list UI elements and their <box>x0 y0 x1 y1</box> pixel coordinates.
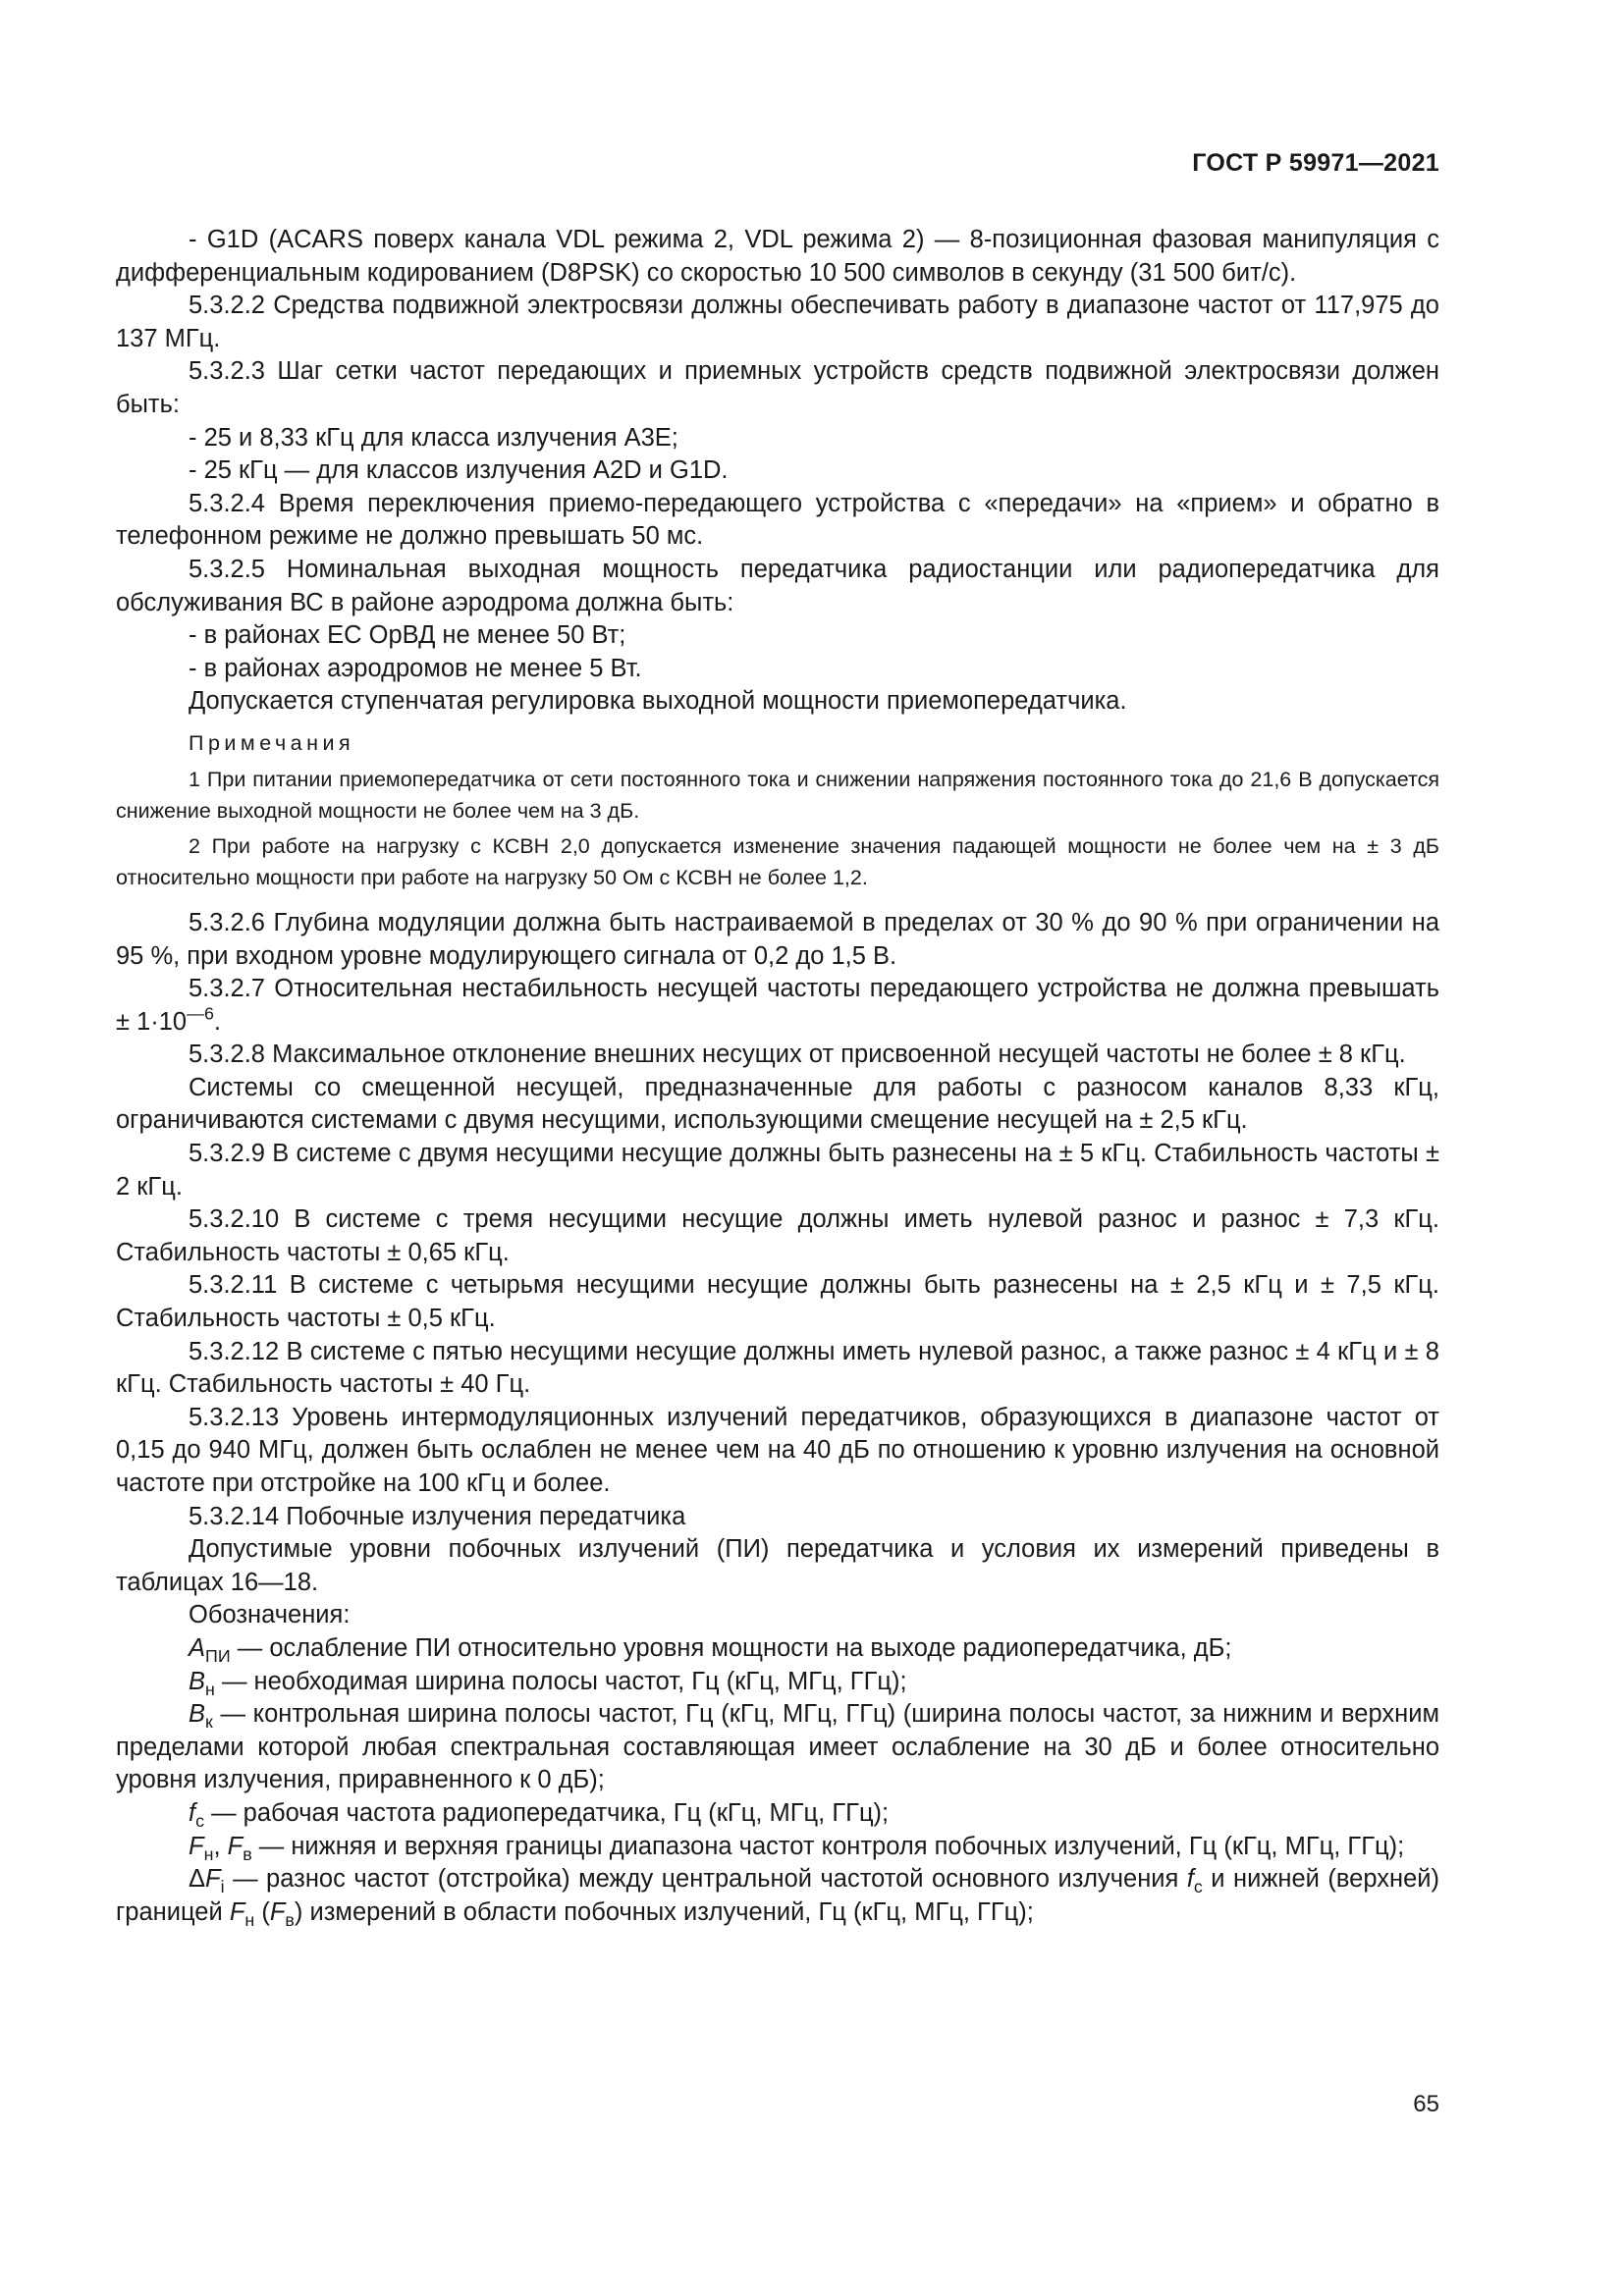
symbol: f <box>189 1798 196 1827</box>
paragraph: Допускается ступенчатая регулировка выходной мощности приемопередатчика. <box>189 687 1127 716</box>
paragraph: 5.3.2.8 Максимальное отклонение внешних несущих от присвоенной несущей частоты не более ± 8 кГц. <box>189 1041 1406 1069</box>
paragraph: 5.3.2.2 Средства подвижной электросвязи должны обеспечивать работу в диапазоне частот от 117,975 до 137 МГц. <box>116 292 1439 352</box>
symbol-definition: $B_н$ — необходимая ширина полосы частот, Гц (кГц, МГц, ГГц); <box>189 1667 907 1699</box>
note-item: 2 При работе на нагрузку с КСВН 2,0 допускается изменение значения падающей мощности не более чем на ± 3 дБ относительно мощности при работе на нагрузку 50 Ом с КСВН не более 1,2. <box>116 833 1439 889</box>
paragraph: 5.3.2.3 Шаг сетки частот передающих и приемных устройств средств подвижной электросвязи должен быть: <box>116 357 1439 418</box>
paragraph: 5.3.2.6 Глубина модуляции должна быть настраиваемой в пределах от 30 % до 90 % при ограничении на 95 %, при входном уровне модулирующего сигнала от 0,2 до 1,5 В. <box>116 908 1439 970</box>
paragraph: 5.3.2.5 Номинальная выходная мощность передатчика радиостанции или радиопередатчика для обслуживания ВС в районе аэродрома должна быть: <box>116 555 1439 616</box>
notes-title: Примечания <box>189 730 355 755</box>
paragraph: Допустимые уровни побочных излучений (ПИ) передатчика и условия их измерений приведены в таблицах 16—18. <box>116 1535 1439 1596</box>
page-number: 65 <box>1413 2091 1439 2117</box>
symbol-definition: $\Delta F_i$ — разнос частот (отстройка) между центральной частотой основного излучения $f_c$ и нижней (верхней) границей $F_н$ $(F_в)$ измерений в области побочных излучений, Гц (кГц, МГц, ГГц); <box>116 1865 1439 1930</box>
paragraph: 5.3.2.11 В системе с четырьмя несущими несущие должны быть разнесены на ± 2,5 кГц и ± 7,5 кГц. Стабильность частоты ± 0,5 кГц. <box>116 1271 1439 1333</box>
symbol-definition: $A_{ПИ}$ — ослабление ПИ относительно уровня мощности на выходе радиопередатчика, дБ; <box>189 1633 1232 1667</box>
list-item: - в районах ЕС ОрВД не менее 50 Вт; <box>189 621 626 650</box>
paragraph: 5.3.2.4 Время переключения приемо-передающего устройства с «передачи» на «прием» и обратно в телефонном режиме не должно превышать 50 мс. <box>116 489 1439 551</box>
paragraph: 5.3.2.10 В системе с тремя несущими несущие должны иметь нулевой разнос и разнос ± 7,3 кГц. Стабильность частоты ± 0,65 кГц. <box>116 1205 1439 1266</box>
exponent: —6 <box>187 1002 214 1023</box>
paragraph: 5.3.2.9 В системе с двумя несущими несущие должны быть разнесены на ± 5 кГц. Стабильность частоты ± 2 кГц. <box>116 1140 1439 1201</box>
symbol: F <box>229 1897 245 1926</box>
symbol-definition: $f_c$ — рабочая частота радиопередатчика, Гц (кГц, МГц, ГГц); <box>189 1798 890 1832</box>
symbol: A <box>189 1633 206 1662</box>
symbol: f <box>1186 1865 1194 1894</box>
document-header: ГОСТ Р 59971—2021 <box>1192 149 1439 177</box>
symbol: F <box>205 1865 221 1894</box>
document-body <box>116 224 1439 1929</box>
symbol: F <box>189 1832 204 1860</box>
list-item: - 25 и 8,33 кГц для класса излучения A3E; <box>189 423 678 452</box>
list-item: - 25 кГц — для классов излучения A2D и G1D. <box>189 456 729 485</box>
symbol-definition: $B_к$ — контрольная ширина полосы частот, Гц (кГц, МГц, ГГц) (ширина полосы частот, за нижним и верхним пределами которой любая спектральная составляющая имеет ослабление на 30 дБ и более относительно уровня излучения, приравненного к 0 дБ); <box>116 1700 1439 1794</box>
symbol: B <box>189 1667 206 1695</box>
paragraph: - G1D (ACARS поверх канала VDL режима 2, VDL режима 2) — 8-позиционная фазовая манипуляция с дифференциальным кодированием (D8PSK) со скоростью 10 500 символов в секунду (31 500 бит/с). <box>116 226 1439 287</box>
paragraph: Системы со смещенной несущей, предназначенные для работы с разносом каналов 8,33 кГц, ограничиваются системами с двумя несущими, использующими смещение несущей на ± 2,5 кГц. <box>116 1073 1439 1135</box>
symbol-definition: $F_н$, $F_в$ — нижняя и верхняя границы диапазона частот контроля побочных излучений, Гц (кГц, МГц, ГГц); <box>189 1832 1405 1864</box>
note-item: 1 При питании приемопередатчика от сети постоянного тока и снижении напряжения постоянного тока до 21,6 В допускается снижение выходной мощности не более чем на 3 дБ. <box>116 767 1439 823</box>
paragraph: 5.3.2.14 Побочные излучения передатчика <box>189 1502 686 1530</box>
paragraph: 5.3.2.7 Относительная нестабильность несущей частоты передающего устройства не должна превышать ± $1\cdot 10^{—6}$. <box>116 975 1439 1036</box>
symbol: F <box>269 1897 286 1926</box>
paragraph: 5.3.2.13 Уровень интермодуляционных излучений передатчиков, образующихся в диапазоне частот от 0,15 до 940 МГц, должен быть ослаблен не менее чем на 40 дБ по отношению к уровню излучения на основной частоте при отстройке на 100 кГц и более. <box>116 1403 1439 1497</box>
paragraph: 5.3.2.12 В системе с пятью несущими несущие должны иметь нулевой разнос, а также разнос ± 4 кГц и ± 8 кГц. Стабильность частоты ± 40 Гц. <box>116 1337 1439 1399</box>
list-item: - в районах аэродромов не менее 5 Вт. <box>189 654 642 682</box>
symbol: F <box>227 1832 244 1860</box>
paragraph: Обозначения: <box>189 1601 351 1629</box>
symbol: B <box>189 1700 206 1729</box>
